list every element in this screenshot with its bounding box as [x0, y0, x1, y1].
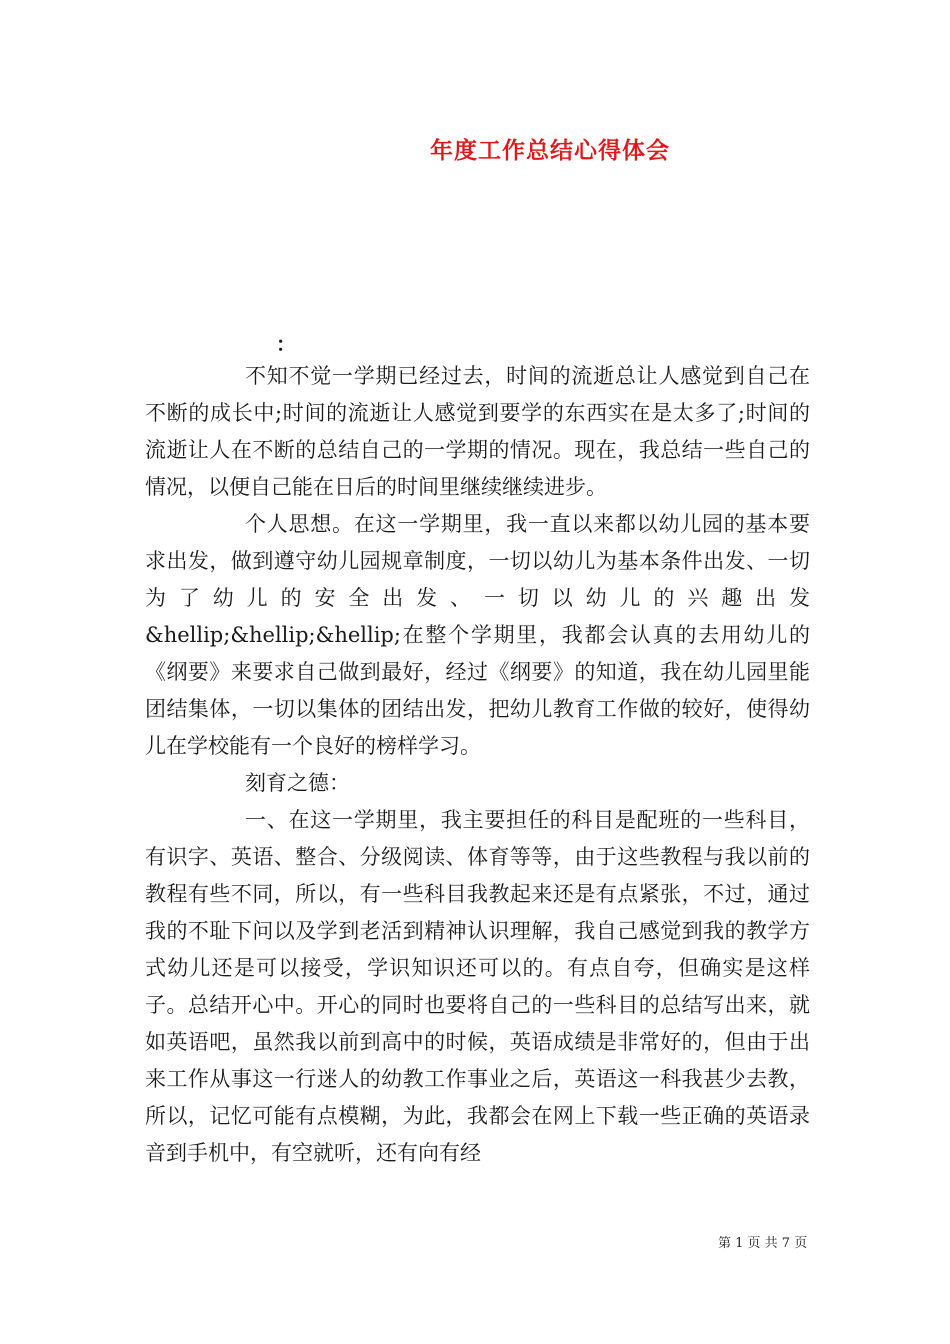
greeting-colon: ：	[276, 332, 296, 356]
paragraph-intro: 不知不觉一学期已经过去，时间的流逝总让人感觉到自己在不断的成长中;时间的流逝让人感觉到要学的东西实在是太多了;时间的流逝让人在不断的总结自己的一学期的情况。现在，我总结一些自己的情况，以便自己能在日后的时间里继续继续进步。	[145, 364, 810, 499]
paragraph-personal-thought: 个人思想。在这一学期里，我一直以来都以幼儿园的基本要求出发，做到遵守幼儿园规章制度，一切以幼儿为基本条件出发、一切为了幼儿的安全出发、一切以幼儿的兴趣出发&hellip;&hellip;&hellip;在整个学期里，我都会认真的去用幼儿的《纲要》来要求自己做到最好，经过《纲要》的知道，我在幼儿园里能团结集体，一切以集体的团结出发，把幼儿教育工作做的较好，使得幼儿在学校能有一个良好的榜样学习。	[145, 512, 810, 758]
document-body	[145, 358, 810, 1172]
paragraph-teaching: 一、在这一学期里，我主要担任的科目是配班的一些科目，有识字、英语、整合、分级阅读、体育等等，由于这些教程与我以前的教程有些不同，所以，有一些科目我教起来还是有点紧张，不过，通过我的不耻下问以及学到老活到精神认识理解，我自己感觉到我的教学方式幼儿还是可以接受，学识知识还可以的。有点自夸，但确实是这样子。总结开心中。开心的同时也要将自己的一些科目的总结写出来，就如英语吧，虽然我以前到高中的时候，英语成绩是非常好的，但由于出来工作从事这一行迷人的幼教工作事业之后，英语这一科我甚少去教，所以，记忆可能有点模糊，为此，我都会在网上下载一些正确的英语录音到手机中，有空就听，还有向有经	[145, 808, 810, 1165]
page-number-footer: 第 1 页 共 7 页	[718, 1236, 808, 1251]
document-title: 年度工作总结心得体会	[430, 137, 670, 164]
paragraph-heading-virtue: 刻育之德：	[245, 771, 350, 795]
